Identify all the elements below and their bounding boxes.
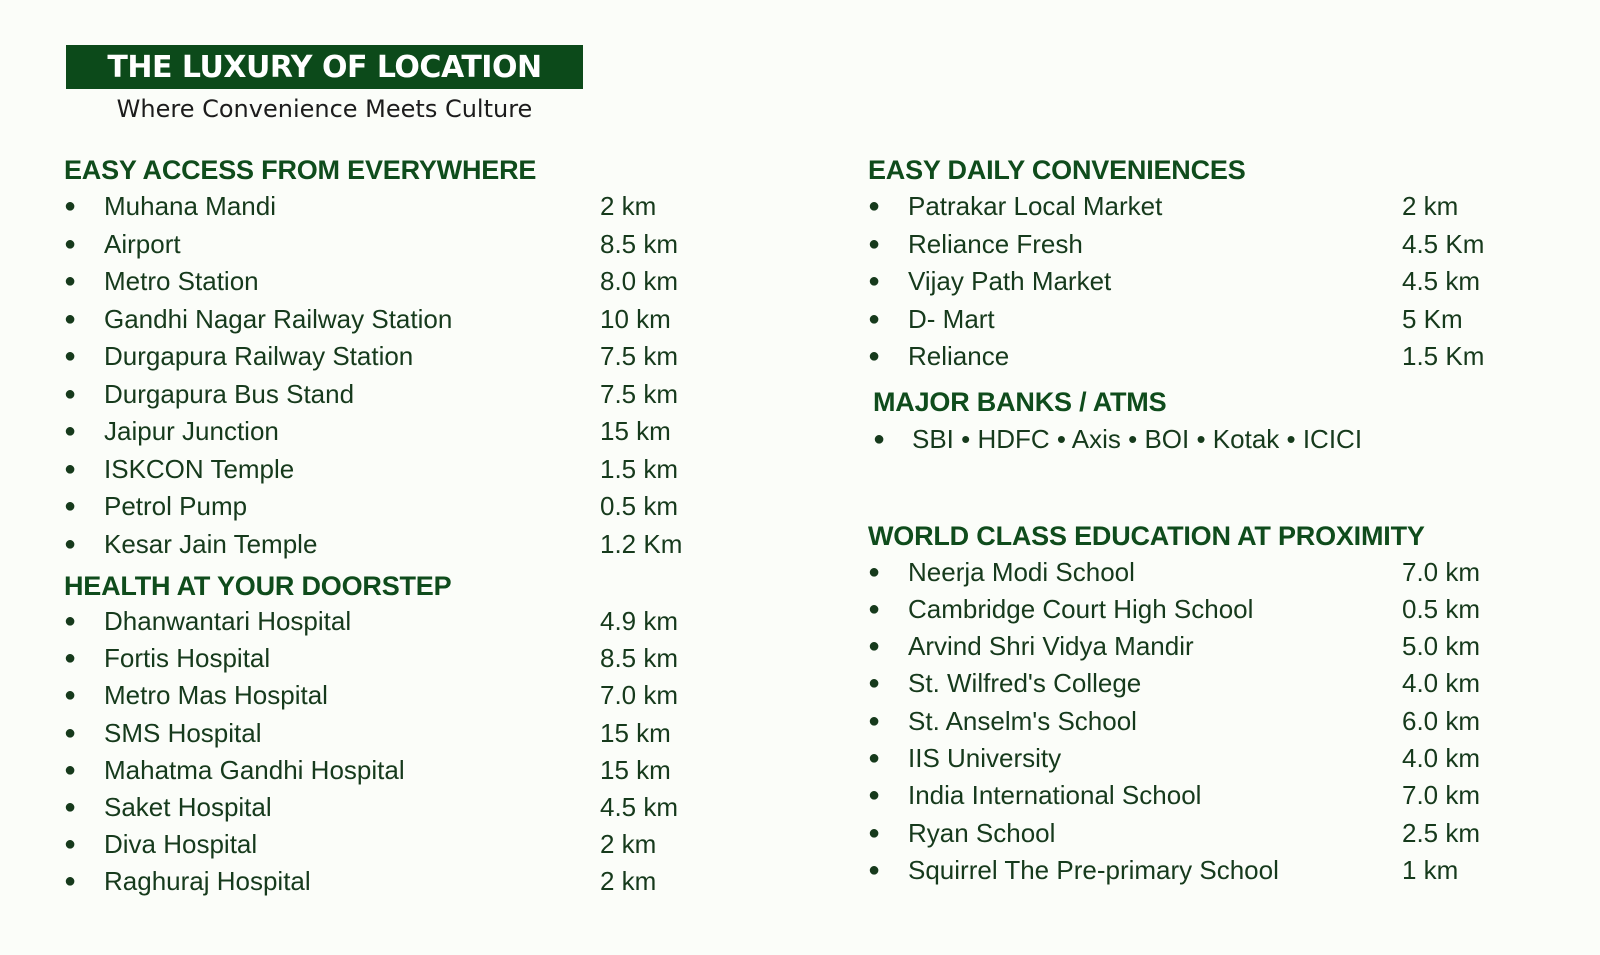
list-item <box>868 852 1568 889</box>
place-name: Metro Mas Hospital <box>104 680 328 711</box>
bullet-icon: ● <box>868 821 881 844</box>
bullet-icon: ● <box>64 307 77 330</box>
bullet-icon: ● <box>868 746 881 769</box>
section-title: EASY ACCESS FROM EVERYWHERE <box>64 155 537 185</box>
place-name: Vijay Path Market <box>908 266 1112 296</box>
bullet-icon: ● <box>64 833 77 856</box>
distance-value: 10 km <box>600 303 671 334</box>
list-item <box>64 603 764 640</box>
bullet-icon: ● <box>64 647 77 670</box>
place-name: Raghuraj Hospital <box>104 866 311 897</box>
bullet-icon: ● <box>868 270 881 292</box>
list-item <box>868 703 1568 740</box>
bullet-icon: ● <box>64 232 77 255</box>
bullet-icon: ● <box>868 307 881 330</box>
distance-value: 1.2 Km <box>600 528 683 559</box>
bullet-icon: ● <box>64 345 77 367</box>
bullet-icon: ● <box>64 870 77 893</box>
list-item <box>868 591 1568 628</box>
place-name: Metro Station <box>104 266 259 296</box>
distance-value: 5 Km <box>1402 303 1463 334</box>
place-name: Airport <box>104 228 181 259</box>
bullet-icon: ● <box>868 672 881 695</box>
distance-value: 4.5 km <box>600 791 679 822</box>
place-name: Arvind Shri Vidya Mandir <box>908 631 1194 662</box>
place-name: Reliance Fresh <box>908 228 1083 259</box>
place-name: St. Anselm's School <box>908 705 1137 736</box>
distance-value: 4.9 km <box>600 606 679 636</box>
daily-list <box>868 188 1568 376</box>
banks-list <box>868 420 1568 458</box>
place-name: Ryan School <box>908 817 1056 848</box>
distance-value: 15 km <box>600 416 671 446</box>
place-name: IIS University <box>908 742 1062 773</box>
distance-value: 7.0 km <box>1402 556 1481 587</box>
place-name: Jaipur Junction <box>104 416 279 446</box>
list-item <box>868 263 1568 301</box>
section-education <box>868 518 1568 890</box>
distance-value: 2.5 km <box>1402 817 1481 848</box>
place-name: Squirrel The Pre-primary School <box>908 854 1279 885</box>
place-name: ISKCON Temple <box>104 453 295 484</box>
list-item <box>868 665 1568 702</box>
distance-value: 0.5 km <box>1402 593 1481 624</box>
bullet-icon: ● <box>64 195 77 217</box>
bullet-icon: ● <box>64 758 77 781</box>
page-subtitle: Where Convenience Meets Culture <box>116 95 533 123</box>
distance-value: 1 km <box>1402 854 1459 885</box>
place-name: Fortis Hospital <box>104 643 271 674</box>
distance-value: 4.5 km <box>1402 266 1481 296</box>
section-title: EASY DAILY CONVENIENCES <box>868 155 1246 185</box>
access-list <box>64 188 764 563</box>
list-item <box>64 188 764 226</box>
distance-value: 7.5 km <box>600 341 679 371</box>
place-name: Gandhi Nagar Railway Station <box>104 303 453 334</box>
list-item <box>868 301 1568 339</box>
right-column <box>868 152 1568 889</box>
bullet-icon: ● <box>868 709 881 732</box>
list-item <box>868 740 1568 777</box>
place-name: Reliance <box>908 341 1010 371</box>
distance-value: 5.0 km <box>1402 631 1481 662</box>
bullet-icon: ● <box>64 684 77 707</box>
distance-value: 0.5 km <box>600 491 679 521</box>
place-name: Petrol Pump <box>104 491 248 521</box>
list-item <box>64 413 764 451</box>
education-list <box>868 554 1568 890</box>
distance-value: 4.5 Km <box>1402 228 1485 259</box>
list-item <box>64 263 764 301</box>
list-item <box>868 226 1568 264</box>
bullet-icon: ● <box>873 427 886 450</box>
list-item <box>64 526 764 564</box>
distance-value: 8.5 km <box>600 643 679 674</box>
place-name: Kesar Jain Temple <box>104 528 318 559</box>
distance-value: 4.0 km <box>1402 668 1481 699</box>
bullet-icon: ● <box>64 457 77 480</box>
list-item <box>64 789 764 826</box>
place-name: D- Mart <box>908 303 995 334</box>
distance-value: 2 km <box>600 866 657 897</box>
section-health <box>64 569 764 901</box>
distance-value: 2 km <box>600 191 657 221</box>
place-name: Muhana Mandi <box>104 191 276 221</box>
distance-value: 2 km <box>600 829 657 860</box>
place-name: SMS Hospital <box>104 717 262 748</box>
bank-names: SBI • HDFC • Axis • BOI • Kotak • ICICI <box>912 423 1363 454</box>
list-item <box>868 815 1568 852</box>
distance-value: 8.0 km <box>600 266 679 296</box>
distance-value: 7.0 km <box>600 680 679 711</box>
section-banks <box>868 384 1568 458</box>
list-item <box>868 777 1568 814</box>
bullet-icon: ● <box>868 232 881 255</box>
list-item <box>868 554 1568 591</box>
section-title: MAJOR BANKS / ATMS <box>873 386 1167 417</box>
bullet-icon: ● <box>64 532 77 555</box>
place-name: Cambridge Court High School <box>908 593 1254 624</box>
bullet-icon: ● <box>64 495 77 517</box>
list-item <box>64 338 764 376</box>
distance-value: 15 km <box>600 754 671 785</box>
title-banner <box>66 45 583 89</box>
list-item <box>64 863 764 900</box>
list-item <box>64 226 764 264</box>
place-name: Dhanwantari Hospital <box>104 606 352 636</box>
list-item <box>64 826 764 863</box>
bullet-icon: ● <box>868 635 881 658</box>
distance-value: 2 km <box>1402 191 1459 221</box>
bullet-icon: ● <box>868 560 881 583</box>
bullet-icon: ● <box>64 382 77 405</box>
distance-value: 8.5 km <box>600 228 679 259</box>
list-item <box>868 188 1568 226</box>
distance-value: 1.5 km <box>600 453 679 484</box>
bullet-icon: ● <box>64 270 77 292</box>
place-name: St. Wilfred's College <box>908 668 1142 699</box>
place-name: Patrakar Local Market <box>908 191 1163 221</box>
bullet-icon: ● <box>64 420 77 442</box>
bullet-icon: ● <box>868 858 881 881</box>
left-column <box>64 152 764 901</box>
list-item <box>868 338 1568 376</box>
bullet-icon: ● <box>64 721 77 744</box>
distance-value: 7.5 km <box>600 378 679 409</box>
distance-value: 7.0 km <box>1402 780 1481 811</box>
place-name: Durgapura Railway Station <box>104 341 414 371</box>
section-daily-conveniences <box>868 152 1568 376</box>
list-item <box>868 420 1568 458</box>
section-title: HEALTH AT YOUR DOORSTEP <box>64 571 452 601</box>
list-item <box>64 715 764 752</box>
list-item <box>868 628 1568 665</box>
distance-value: 4.0 km <box>1402 742 1481 773</box>
bullet-icon: ● <box>868 784 881 807</box>
place-name: India International School <box>908 780 1202 811</box>
bullet-icon: ● <box>868 195 881 217</box>
place-name: Saket Hospital <box>104 791 272 822</box>
list-item <box>64 301 764 339</box>
bullet-icon: ● <box>64 795 77 818</box>
place-name: Diva Hospital <box>104 829 258 860</box>
place-name: Mahatma Gandhi Hospital <box>104 754 405 785</box>
health-list <box>64 603 764 901</box>
section-easy-access <box>64 152 764 563</box>
place-name: Neerja Modi School <box>908 556 1135 587</box>
distance-value: 6.0 km <box>1402 705 1481 736</box>
list-item <box>64 488 764 526</box>
place-name: Durgapura Bus Stand <box>104 378 355 409</box>
list-item <box>64 752 764 789</box>
list-item <box>64 677 764 714</box>
list-item <box>64 451 764 489</box>
distance-value: 15 km <box>600 717 671 748</box>
page-title: THE LUXURY OF LOCATION <box>107 50 542 85</box>
list-item <box>64 640 764 677</box>
bullet-icon: ● <box>868 597 881 620</box>
section-title: WORLD CLASS EDUCATION AT PROXIMITY <box>868 520 1425 551</box>
distance-value: 1.5 Km <box>1402 341 1485 371</box>
list-item <box>64 376 764 414</box>
bullet-icon: ● <box>64 610 77 632</box>
bullet-icon: ● <box>868 345 881 367</box>
